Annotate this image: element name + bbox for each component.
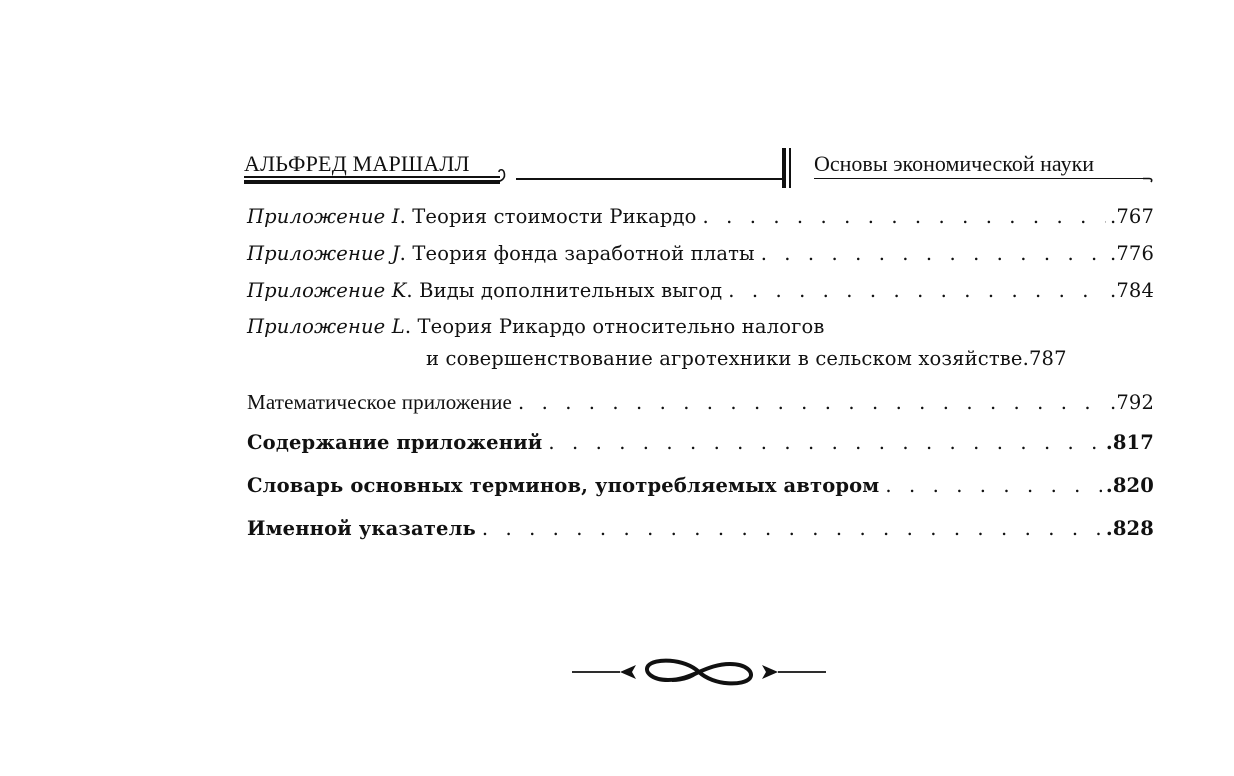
toc-entry-appendix-k bbox=[247, 272, 1154, 309]
appendix-title-continued: и совершенствование агротехники в сельском хозяйстве bbox=[426, 347, 1023, 370]
toc-entry-appendix-j bbox=[247, 235, 1154, 272]
toc-entry-name-index bbox=[247, 507, 1154, 550]
header-rule bbox=[516, 178, 782, 180]
dot-leader bbox=[885, 464, 1101, 507]
toc-entry-title-line2 bbox=[247, 343, 1154, 377]
running-header-book-title: Основы экономической науки bbox=[814, 151, 1095, 176]
appendix-title: . Теория Рикардо относительно налогов bbox=[404, 315, 825, 338]
toc-entry-math-appendix bbox=[247, 384, 1154, 421]
header-divider-thin bbox=[789, 148, 791, 188]
toc-entry-appendix-contents bbox=[247, 421, 1154, 464]
book-title-underline bbox=[814, 178, 1150, 179]
toc-entry-appendix-l bbox=[247, 309, 1154, 377]
dot-leader bbox=[518, 384, 1106, 421]
toc-entry-title: Словарь основных терминов, употребляемых автором bbox=[247, 474, 880, 497]
page-number: . 784 bbox=[1110, 272, 1154, 309]
header-divider-thick bbox=[782, 148, 786, 188]
page-number: . 817 bbox=[1106, 421, 1154, 464]
dot-leader bbox=[703, 198, 1106, 235]
toc-entry-title-line1 bbox=[247, 311, 1154, 343]
appendix-title: . Теория фонда заработной платы bbox=[399, 242, 755, 265]
toc-entry-title bbox=[247, 198, 697, 235]
page-number: . 820 bbox=[1106, 464, 1154, 507]
page-number: . 787 bbox=[1023, 343, 1067, 375]
author-underline bbox=[244, 176, 500, 178]
appendix-label: Приложение J bbox=[247, 242, 400, 265]
appendix-label: Приложение K bbox=[247, 279, 407, 302]
running-header-author: АЛЬФРЕД МАРШАЛЛ bbox=[244, 151, 470, 176]
table-of-contents bbox=[247, 198, 1154, 550]
dot-leader bbox=[728, 272, 1106, 309]
running-header bbox=[244, 145, 1154, 189]
page-number: . 767 bbox=[1110, 198, 1154, 235]
header-flourish-icon bbox=[492, 166, 508, 184]
toc-entry-glossary bbox=[247, 464, 1154, 507]
header-hook-icon bbox=[1143, 173, 1153, 183]
toc-entry-title: Именной указатель bbox=[247, 517, 476, 540]
toc-entry-title bbox=[247, 235, 755, 272]
dot-leader bbox=[482, 507, 1102, 550]
page-number: . 792 bbox=[1110, 384, 1154, 421]
appendix-title: . Виды дополнительных выгод bbox=[406, 279, 723, 302]
dot-leader bbox=[761, 235, 1106, 272]
appendix-label: Приложение L bbox=[247, 315, 405, 338]
dot-leader bbox=[548, 421, 1101, 464]
toc-entry-appendix-i bbox=[247, 198, 1154, 235]
ornament-icon bbox=[572, 652, 826, 692]
appendix-title: . Теория стоимости Рикардо bbox=[399, 205, 697, 228]
page-number: . 828 bbox=[1106, 507, 1154, 550]
toc-entry-title bbox=[247, 272, 722, 309]
appendix-label: Приложение I bbox=[247, 205, 400, 228]
author-underline-thick bbox=[244, 180, 500, 184]
page-number: . 776 bbox=[1110, 235, 1154, 272]
toc-entry-title: Содержание приложений bbox=[247, 431, 543, 454]
toc-entry-title: Математическое приложение bbox=[247, 390, 513, 414]
